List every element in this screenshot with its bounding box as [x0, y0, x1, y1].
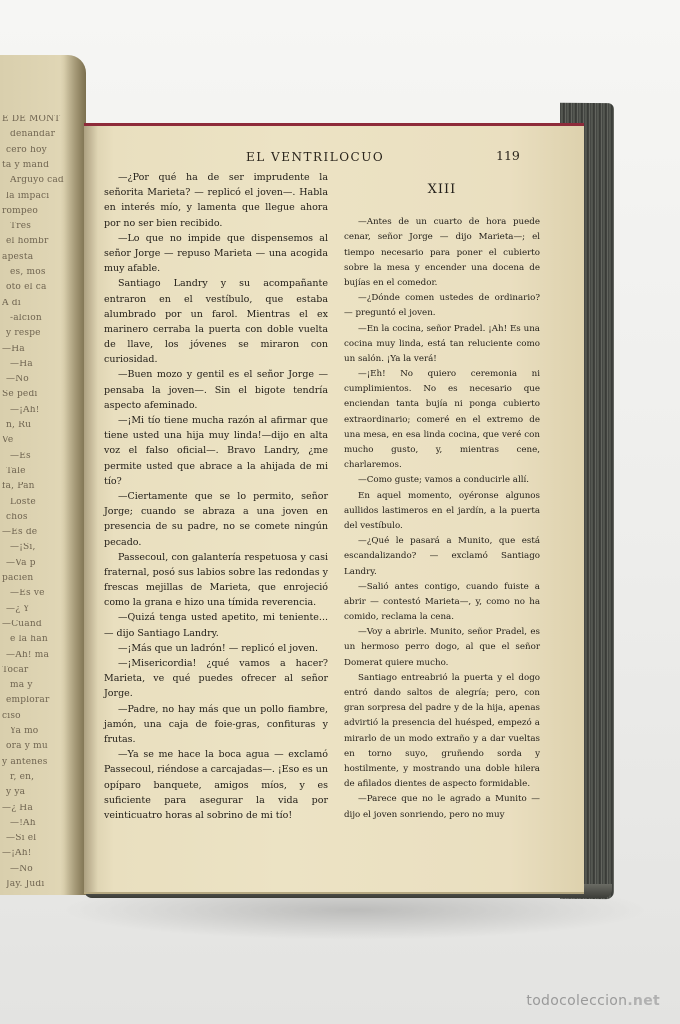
paragraph: —Buen mozo y gentil es el señor Jorge — pensaba la joven—. Sin el bigote tendría aspecto afeminado.: [104, 369, 328, 411]
left-page-line: —Cuand: [2, 619, 42, 629]
page-number: 119: [496, 148, 520, 163]
paragraph: —¡Misericordia! ¿qué vamos a hacer? Marieta, ve qué puedes ofrecer al señor Jorge.: [104, 658, 328, 700]
left-page-line: ora y mu: [6, 742, 48, 752]
left-page-line: Loste: [10, 497, 36, 507]
left-page-line: pacien: [2, 574, 34, 583]
paragraph: En aquel momento, oyéronse algunos aullidos lastimeros en el jardín, a la puerta del vestíbulo.: [344, 490, 540, 531]
left-page-line: ciso: [2, 711, 21, 721]
left-page-line: —Es ve: [10, 589, 45, 599]
paragraph: —Parece que no le agrado a Munito —dijo el joven sonriendo, pero no muy: [344, 794, 540, 820]
left-page-line: -alcion: [10, 313, 42, 323]
left-page-line: Tocar: [2, 665, 29, 675]
left-page-line: ma y: [10, 681, 33, 691]
left-page-line: —!Ah: [10, 818, 36, 828]
page-header: [90, 150, 570, 170]
left-page-line: y antenes: [2, 757, 48, 767]
left-page-line: E DE MONT: [2, 115, 61, 124]
left-page-line: apesta: [2, 252, 34, 262]
left-page-line: Ya mo: [10, 727, 39, 736]
left-page-line: —Ha: [2, 344, 25, 354]
left-page-line: A di: [2, 298, 21, 308]
left-page: [0, 55, 86, 895]
left-page-line: —Si el: [6, 834, 37, 844]
left-page-line: rompeo: [2, 206, 38, 216]
paragraph: —Lo que no impide que dispensemos al señor Jorge — repuso Marieta — una acogida muy afable.: [104, 232, 328, 275]
left-page-line: —Es de: [2, 528, 38, 538]
paragraph: —¡Eh! No quiero ceremonia ni cumplimientos. No es necesario que enciendan tanta bujía ni ponga cubierto extraordinario; comeré en el extremo de una mesa, en esa linda cocina, que veré con mucho gusto, y, mientras cene, charlaremos.: [344, 369, 540, 471]
left-page-line: denandar: [10, 130, 56, 140]
paragraph: —Voy a abrirle. Munito, señor Pradel, es un hermoso perro dogo, al que el señor Domerat quiere mucho.: [344, 627, 540, 668]
left-page-line: —No: [10, 864, 33, 874]
left-page-line: —Ha: [10, 359, 33, 369]
paragraph: —¿Por qué ha de ser imprudente la señorita Marieta? — replicó el joven—. Habla en interés mío, y lamenta que llegue ahora por no ser bien recibido.: [104, 172, 328, 229]
left-page-line: Tale: [6, 466, 26, 476]
left-page-line: emplorar: [6, 696, 50, 706]
left-page-line: la impaci: [6, 191, 50, 201]
paragraph: —Padre, no hay más que un pollo fiambre, jamón, una caja de foie-gras, confituras y frutas.: [104, 703, 328, 745]
left-page-line: y ya: [6, 788, 26, 798]
watermark: [526, 993, 660, 1009]
left-page-line: —No: [6, 375, 29, 385]
left-page-line: —Va p: [6, 558, 36, 568]
paragraph: —Quizá tenga usted apetito, mi teniente... — dijo Santiago Landry.: [104, 612, 328, 639]
left-page-line: y respe: [6, 329, 41, 339]
paragraph: —¡Mi tío tiene mucha razón al afirmar que tiene usted una hija muy linda!—dijo en alta voz el falso oficial—. Bravo Landry, ¿me permite usted que abrace a la ahijada de mi tío?: [104, 415, 328, 487]
paragraph: —Ya se me hace la boca agua — exclamó Passecoul, riéndose a carcajadas—. ¡Eso es un opíparo banquete, amigos míos, y es suficiente para asegurar la vida por veinticuatro horas al sobrino de mi tío!: [104, 749, 328, 821]
paragraph: —Ciertamente que se lo permito, señor Jorge; cuando se abraza a una joven en presencia de su padre, no se comete ningún pecado.: [104, 490, 328, 548]
left-page-line: fa, Pan: [2, 482, 35, 492]
watermark-brand: todocoleccion: [526, 993, 628, 1009]
watermark-domain: .net: [627, 993, 660, 1009]
paragraph: —¿Qué le pasará a Munito, que está escandalizando? — exclamó Santiago Landry.: [344, 536, 540, 577]
paragraph: Santiago entreabrió la puerta y el dogo entró dando saltos de alegría; pero, con gran sorpresa del padre y de la hija, apenas advirtió la presencia del huésped, empezó a mirarlo de un modo extraño y a dar vueltas en torno suyo, gruñendo sorda y hostilmente, y mostrando una doble hilera de afilados dientes de aspecto formidable.: [344, 672, 540, 790]
paragraph: —¡Más que un ladrón! — replicó el joven.: [118, 642, 319, 654]
left-page-line: e la han: [10, 635, 48, 645]
paragraph: —En la cocina, señor Pradel. ¡Ah! Es una cocina muy linda, está tan reluciente como un salón. ¡Ya la verá!: [344, 323, 540, 364]
chapter-heading: XIII: [427, 182, 457, 197]
left-page-line: el hombr: [6, 237, 49, 247]
left-page-line: —¡Ah!: [2, 849, 32, 859]
right-text-column: [344, 170, 540, 823]
left-page-line: chos: [6, 512, 28, 522]
left-page-line: —Es: [10, 451, 31, 461]
left-page-line: Tres: [10, 222, 32, 232]
paragraph: Santiago Landry y su acompañante entraron en el vestíbulo, que estaba alumbrado por un farol. Mientras el ex marinero cerraba la puerta con doble vuelta de llave, los jóvenes se miraron con curiosidad.: [104, 278, 328, 366]
left-page-line: oto el ca: [6, 283, 47, 293]
left-page-line: —¿ Ha: [2, 803, 33, 813]
paragraph: —Antes de un cuarto de hora puede cenar, señor Jorge — dijo Marieta—; el tiempo necesario para poner el cubierto sobre la mesa y encender una docena de bujías en el comedor.: [344, 217, 540, 288]
left-page-line: —¿ Y: [6, 604, 30, 614]
left-text-column: [104, 170, 328, 823]
left-page-line: Arguyó cad: [10, 176, 64, 186]
left-page-line: cero hoy: [6, 145, 47, 155]
paragraph: Passecoul, con galantería respetuosa y casi fraternal, posó sus labios sobre las redondas y frescas mejillas de Marieta, que enrojeció como la grana e hizo una tímida reverencia.: [104, 551, 328, 609]
left-page-line: ta y mand: [2, 160, 50, 170]
paragraph: —¿Dónde comen ustedes de ordinario? — preguntó el joven.: [344, 293, 540, 319]
left-page-line: es, mos: [10, 268, 46, 277]
left-page-line: —¡Ah!: [10, 405, 40, 415]
left-page-line: —¡Si,: [10, 543, 36, 553]
paragraph: —Salió antes contigo, cuando fuiste a abrir — contestó Marieta—, y, como no ha comido, reclama la cena.: [344, 581, 540, 623]
left-page-line: Jay. Judi: [6, 880, 45, 889]
running-title: EL VENTRILOCUO: [246, 150, 385, 164]
left-page-line: Se pedi: [2, 390, 38, 400]
left-page-line: r, en,: [10, 772, 35, 782]
paragraph: —Como guste; vamos a conducirle allí.: [358, 475, 530, 486]
left-page-gutter: [64, 55, 86, 895]
left-page-line: n, Ru: [6, 421, 32, 430]
left-page-line: Ve: [2, 436, 14, 446]
left-page-line: —Ah! ma: [6, 650, 50, 660]
